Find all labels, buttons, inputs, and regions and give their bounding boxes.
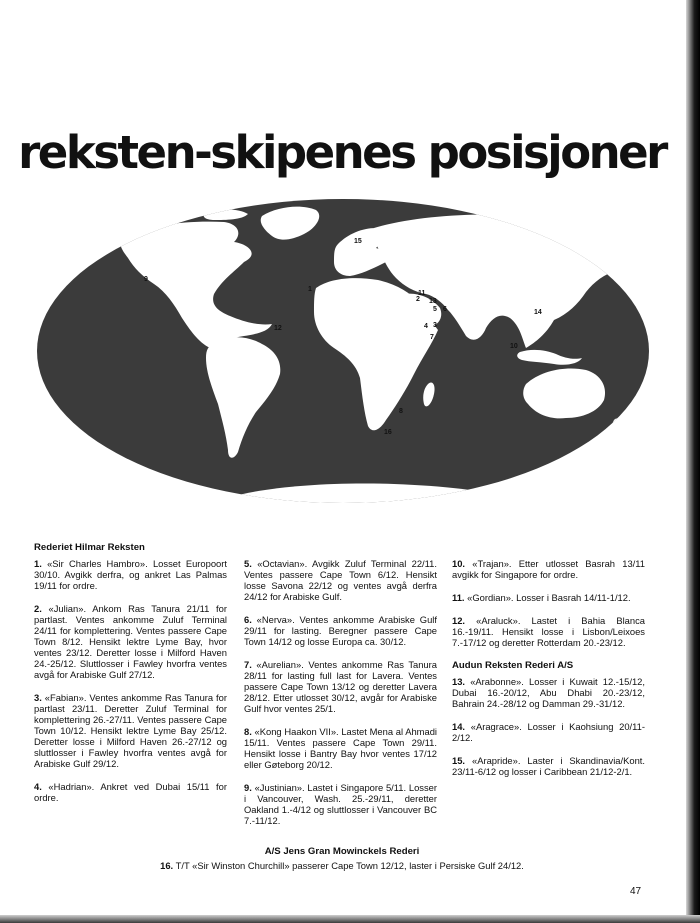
world-map [34,198,652,516]
section-heading-mowinckel: A/S Jens Gran Mowinckels Rederi [264,846,420,857]
entry-number: 9. [244,782,252,793]
entry-text: «Nerva». Ventes ankomme Arabiske Gulf 29/11 for lasting. Beregner passere Cape Town 14/12 og losse Europa ca. 30/12. [244,614,437,647]
ship-entry-11 [452,592,645,603]
map-marker-10: 10 [510,343,518,350]
entry-text: «Arabonne». Losser i Kuwait 12.-15/12, Dubai 16.-20/12, Abu Dhabi 20.-23/12, Bahrain 24.-28/12 og Damman 29.-31/12. [452,676,645,709]
ship-entry-13 [452,676,645,709]
entry-number: 8. [244,726,252,737]
ship-entry-4 [34,781,227,803]
entry-text: «Aurelian». Ventes ankomme Ras Tanura 28/11 for lasting full last for Lavera. Ventes passere Cape Town 13/12 og deretter Lavera 28/12. Etter utlosset 30/12, avgår for Arabiske Gulf hvor ventes 25/1. [244,659,437,714]
page-edge-shadow-right [686,0,700,923]
ship-entry-8 [244,726,437,770]
entry-text: «Justinian». Lastet i Singapore 5/11. Losser i Vancouver, Wash. 25.-29/11, deretter Oakland 1.-4/12 og sluttlosser i Vancouver BC 7.-11/12. [244,782,437,826]
ship-entry-10 [452,558,645,580]
map-marker-9: 9 [144,276,148,283]
entry-text: «Octavian». Avgikk Zuluf Terminal 22/11. Ventes passere Cape Town 6/12. Hensikt losse Savona 22/12 og ventes avgå derfra 24/12 for Arabiske Gulf. [244,558,437,602]
ship-entry-5 [244,558,437,602]
entry-number: 12. [452,615,466,626]
map-marker-1: 1 [308,286,312,293]
map-marker-4: 4 [424,323,428,330]
map-marker-14: 14 [534,309,542,316]
map-marker-2: 2 [416,296,420,303]
section-heading-hilmar-reksten: Rederiet Hilmar Reksten [34,542,145,553]
map-marker-5: 5 [433,306,437,313]
entry-text: T/T «Sir Winston Churchill» passerer Cape Town 12/12, laster i Persiske Gulf 24/12. [175,860,524,871]
entry-text: «Julian». Ankom Ras Tanura 21/11 for partlast. Ventes ankomme Zuluf Terminal 24/11 for komplettering. Ventes passere Cape Town 8/12. Hensikt lektre Lyme Bay, hvor ventes 23/12. Deretter losse i Milford Haven 24.-25/12. Sluttlosser i Fawley hvorfra ventes avgå for Arabiske Gulf 27/12. [34,603,227,680]
page-edge-shadow-bottom [0,915,700,923]
entry-text: «Arapride». Laster i Skandinavia/Kont. 23/11-6/12 og losser i Caribbean 21/12-2/1. [452,755,646,777]
ship-entry-6 [244,614,437,647]
entry-number: 13. [452,676,466,687]
map-marker-13: 13 [429,298,437,305]
text-column-1 [34,542,227,815]
ship-entry-7 [244,659,437,714]
text-column-2 [244,558,437,838]
page-number: 47 [630,886,642,897]
ship-entry-12 [452,615,645,648]
map-marker-3: 3 [433,322,437,329]
ship-entry-3 [34,692,227,769]
map-marker-8: 8 [399,408,403,415]
map-marker-12: 12 [274,325,282,332]
ship-entry-2 [34,603,227,680]
map-marker-6: 6 [443,306,447,313]
entry-number: 3. [34,692,42,703]
section-heading-audun-reksten: Audun Reksten Rederi A/S [452,660,574,671]
entry-number: 1. [34,558,42,569]
map-marker-11: 11 [418,290,426,297]
entry-number: 10. [452,558,466,569]
ship-entry-9 [244,782,437,826]
ship-entry-1 [34,558,227,591]
entry-text: «Trajan». Etter utlosset Basrah 13/11 avgikk for Singapore for ordre. [452,558,645,580]
entry-number: 16. [160,860,174,871]
entry-text: «Fabian». Ventes ankomme Ras Tanura for partlast 23/11. Deretter Zuluf Terminal for komplettering 26.-27/11. Ventes passere Cape Town 10/12. Hensikt lektre Lyme Bay 25/12. Deretter losse i Milford Haven 26.-27/12 og sluttlosser i Fawley hvorfra ventes avgå for Arabiske Gulf 29/12. [34,692,227,769]
text-column-3 [452,558,645,789]
entry-number: 4. [34,781,42,792]
entry-number: 6. [244,614,252,625]
entry-number: 7. [244,659,252,670]
ship-entry-16 [0,860,684,871]
page-headline: reksten-skipenes posisjoner [18,126,666,179]
entry-text: «Sir Charles Hambro». Losset Europoort 30/10. Avgikk derfra, og ankret Las Palmas 19/11 for ordre. [34,558,227,591]
map-marker-15: 15 [354,238,362,245]
entry-text: «Gordian». Losser i Basrah 14/11-1/12. [467,592,631,603]
entry-number: 11. [452,592,465,603]
entry-text: «Hadrian». Ankret ved Dubai 15/11 for ordre. [34,781,228,803]
entry-text: «Kong Haakon VII». Lastet Mena al Ahmadi 15/11. Ventes passere Cape Town 29/11. Hensikt losse i Bantry Bay hvor ventes 17/12 eller Gøteborg 20/12. [244,726,437,770]
entry-text: «Aragrace». Losser i Kaohsiung 20/11-2/12. [452,721,646,743]
ship-entry-15 [452,755,645,777]
entry-number: 14. [452,721,466,732]
entry-number: 2. [34,603,42,614]
entry-text: «Araluck». Lastet i Bahia Blanca 16.-19/11. Hensikt losse i Lisbon/Leixoes 7.-17/12 og deretter Rotterdam 20.-23/12. [452,615,645,648]
entry-number: 5. [244,558,252,569]
map-marker-16: 16 [384,429,392,436]
ship-entry-14 [452,721,645,743]
map-marker-7: 7 [430,334,434,341]
entry-number: 15. [452,755,466,766]
